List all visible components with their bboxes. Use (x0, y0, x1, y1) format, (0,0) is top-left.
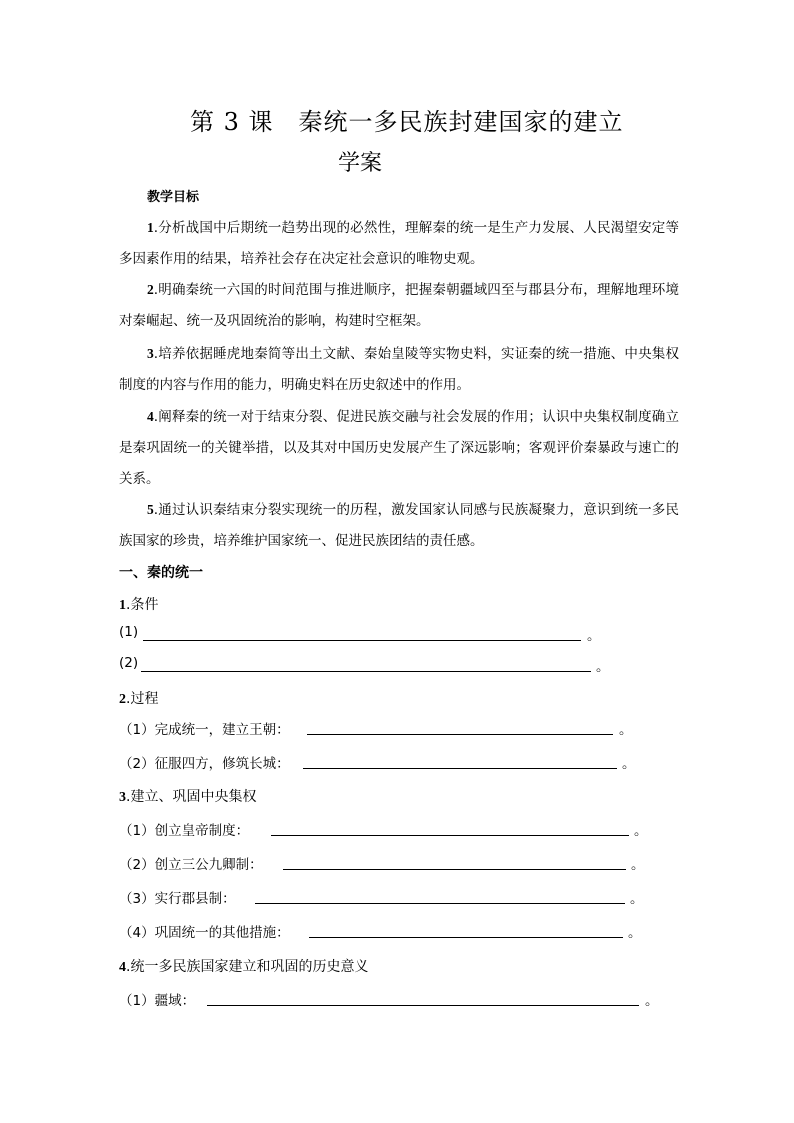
subsection-label: .建立、巩固中央集权 (126, 789, 257, 805)
objective-item (119, 274, 679, 337)
fill-in-row (119, 718, 639, 740)
objective-text: .阐释秦的统一对于结束分裂、促进民族交融与社会发展的作用；认识中央集权制度确立是秦巩固统一的关键举措，以及其对中国历史发展产生了深远影响；客观评价秦暴政与速亡的关系。 (119, 409, 679, 487)
end-mark: 。 (622, 756, 636, 772)
subsection-number: 1 (119, 598, 126, 613)
fill-label: （4）巩固统一的其他措施： (119, 925, 290, 941)
answer-blank[interactable] (303, 768, 617, 769)
objective-number: 5 (147, 502, 154, 517)
fill-in-row (119, 989, 664, 1011)
objective-text: .培养依据睡虎地秦简等出土文献、秦始皇陵等实物史料，实证秦的统一措施、中央集权制度的内容与作用的能力，明确史料在历史叙述中的作用。 (119, 346, 679, 393)
subsection-label: .统一多民族国家建立和巩固的历史意义 (126, 959, 369, 975)
fill-in-row (119, 887, 649, 909)
objective-item (119, 338, 679, 401)
subsection-label: .条件 (126, 597, 159, 613)
objective-item (119, 212, 679, 275)
subsection-number: 3 (119, 790, 126, 805)
end-mark: 。 (645, 993, 659, 1009)
objective-text: .明确秦统一六国的时间范围与推进顺序，把握秦朝疆域四至与郡县分布，理解地理环境对秦崛起、统一及巩固统治的影响，构建时空框架。 (119, 282, 679, 329)
section-heading: 一、秦的统一 (119, 565, 203, 581)
objectives-heading: 教学目标 (147, 190, 200, 205)
objective-number: 4 (147, 409, 154, 424)
fill-label: （1）疆域： (119, 993, 196, 1009)
fill-label: （3）实行郡县制： (119, 891, 236, 907)
subsection-number: 4 (119, 960, 126, 975)
subsection-label: .过程 (126, 691, 159, 707)
page-title: 第 3 课 秦统一多民族封建国家的建立 (190, 108, 624, 136)
objective-text: .通过认识秦结束分裂实现统一的历程，激发国家认同感与民族凝聚力，意识到统一多民族国家的珍贵，培养维护国家统一、促进民族团结的责任感。 (119, 502, 679, 549)
subsection-heading (119, 786, 256, 806)
end-mark: 。 (587, 628, 601, 644)
answer-blank[interactable] (271, 835, 629, 836)
fill-label: （1）创立皇帝制度： (119, 823, 250, 839)
answer-blank[interactable] (255, 903, 625, 904)
fill-label: (1) (119, 624, 139, 640)
subsection-heading (119, 688, 158, 708)
fill-label: （2）征服四方，修筑长城： (119, 756, 290, 772)
answer-blank[interactable] (207, 1005, 639, 1006)
subsection-number: 2 (119, 692, 126, 707)
fill-label: （1）完成统一，建立王朝： (119, 722, 290, 738)
fill-in-row (119, 921, 649, 943)
objective-item (119, 401, 679, 495)
answer-blank[interactable] (143, 640, 581, 641)
answer-blank[interactable] (309, 937, 623, 938)
fill-label: (2) (119, 655, 139, 671)
end-mark: 。 (619, 722, 633, 738)
fill-in-row (119, 819, 649, 841)
fill-in-row (119, 624, 609, 646)
objective-number: 2 (147, 282, 154, 297)
subsection-heading (119, 956, 368, 976)
fill-in-row (119, 655, 609, 677)
fill-label: （2）创立三公九卿制： (119, 857, 263, 873)
subsection-heading (119, 594, 158, 614)
answer-blank[interactable] (283, 869, 626, 870)
fill-in-row (119, 752, 639, 774)
end-mark: 。 (596, 659, 610, 675)
end-mark: 。 (628, 925, 642, 941)
end-mark: 。 (631, 857, 645, 873)
answer-blank[interactable] (307, 734, 613, 735)
objective-number: 3 (147, 346, 154, 361)
answer-blank[interactable] (141, 671, 591, 672)
end-mark: 。 (634, 823, 648, 839)
fill-in-row (119, 853, 649, 875)
objective-number: 1 (147, 220, 154, 235)
page-subtitle: 学案 (338, 151, 383, 176)
objective-text: .分析战国中后期统一趋势出现的必然性，理解秦的统一是生产力发展、人民渴望安定等多因素作用的结果，培养社会存在决定社会意识的唯物史观。 (119, 220, 679, 267)
objective-item (119, 494, 679, 557)
end-mark: 。 (630, 891, 644, 907)
